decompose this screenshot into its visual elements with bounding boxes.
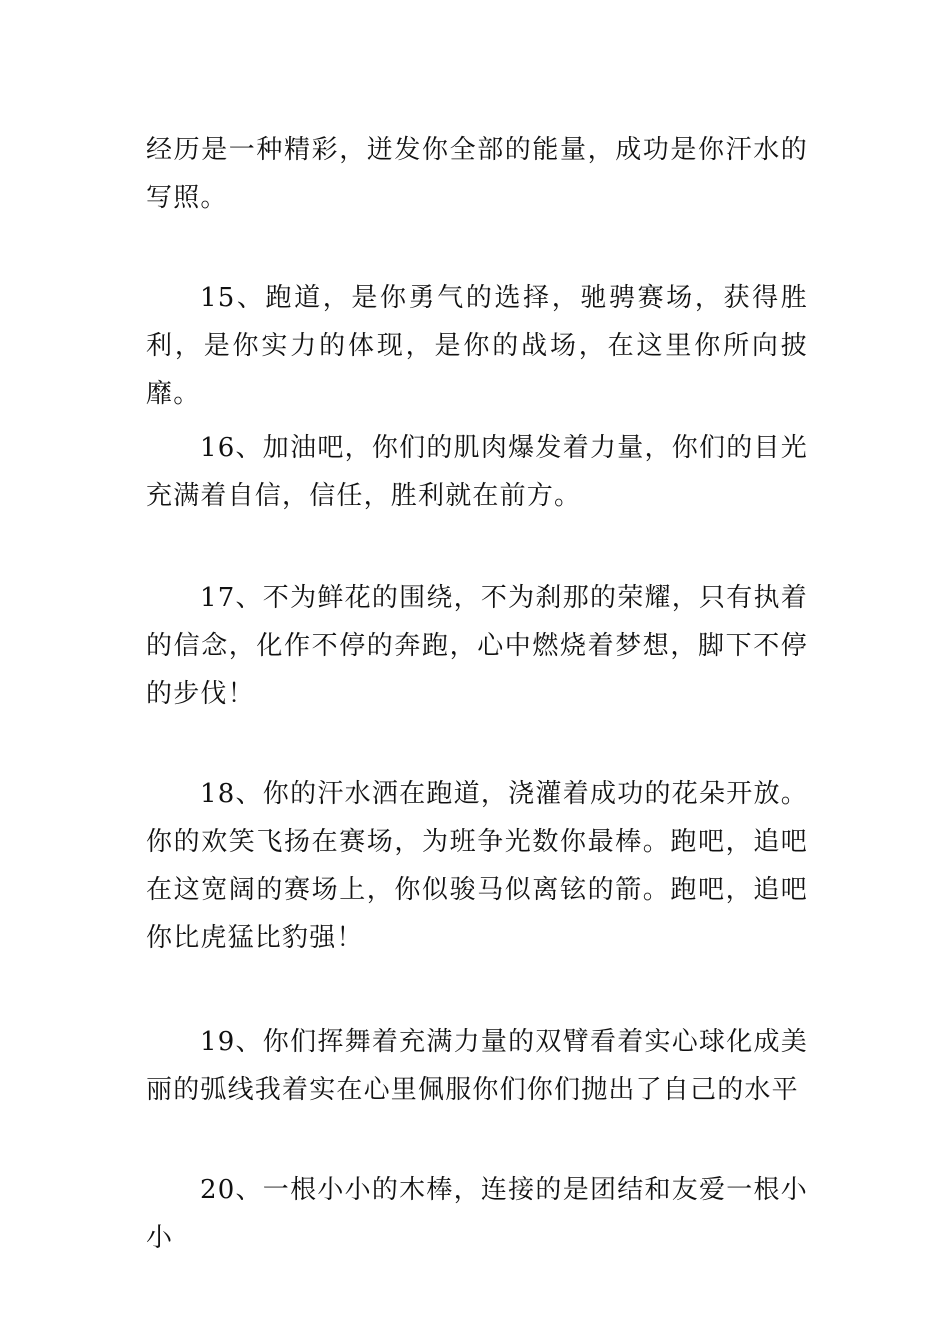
paragraph-16: 16、加油吧，你们的肌肉爆发着力量，你们的目光充满着自信，信任，胜利就在前方。 (146, 433, 808, 511)
paragraph-17: 17、不为鲜花的围绕，不为刹那的荣耀，只有执着的信念，化作不停的奔跑，心中燃烧着梦想，脚下不停的步伐！ (146, 583, 808, 709)
paragraph-continuation: 经历是一种精彩，迸发你全部的能量，成功是你汗水的写照。 (146, 135, 808, 213)
paragraph-15: 15、跑道，是你勇气的选择，驰骋赛场，获得胜利，是你实力的体现，是你的战场，在这里你所向披靡。 (146, 283, 808, 409)
paragraph-18: 18、你的汗水洒在跑道，浇灌着成功的花朵开放。你的欢笑飞扬在赛场，为班争光数你最棒。跑吧，追吧在这宽阔的赛场上，你似骏马似离铉的箭。跑吧，追吧你比虎猛比豹强！ (146, 779, 808, 953)
paragraph-20: 20、一根小小的木棒，连接的是团结和友爱一根小小 (146, 1175, 808, 1253)
paragraph-19: 19、你们挥舞着充满力量的双臂看着实心球化成美丽的弧线我着实在心里佩服你们你们抛出了自己的水平 (146, 1027, 808, 1105)
